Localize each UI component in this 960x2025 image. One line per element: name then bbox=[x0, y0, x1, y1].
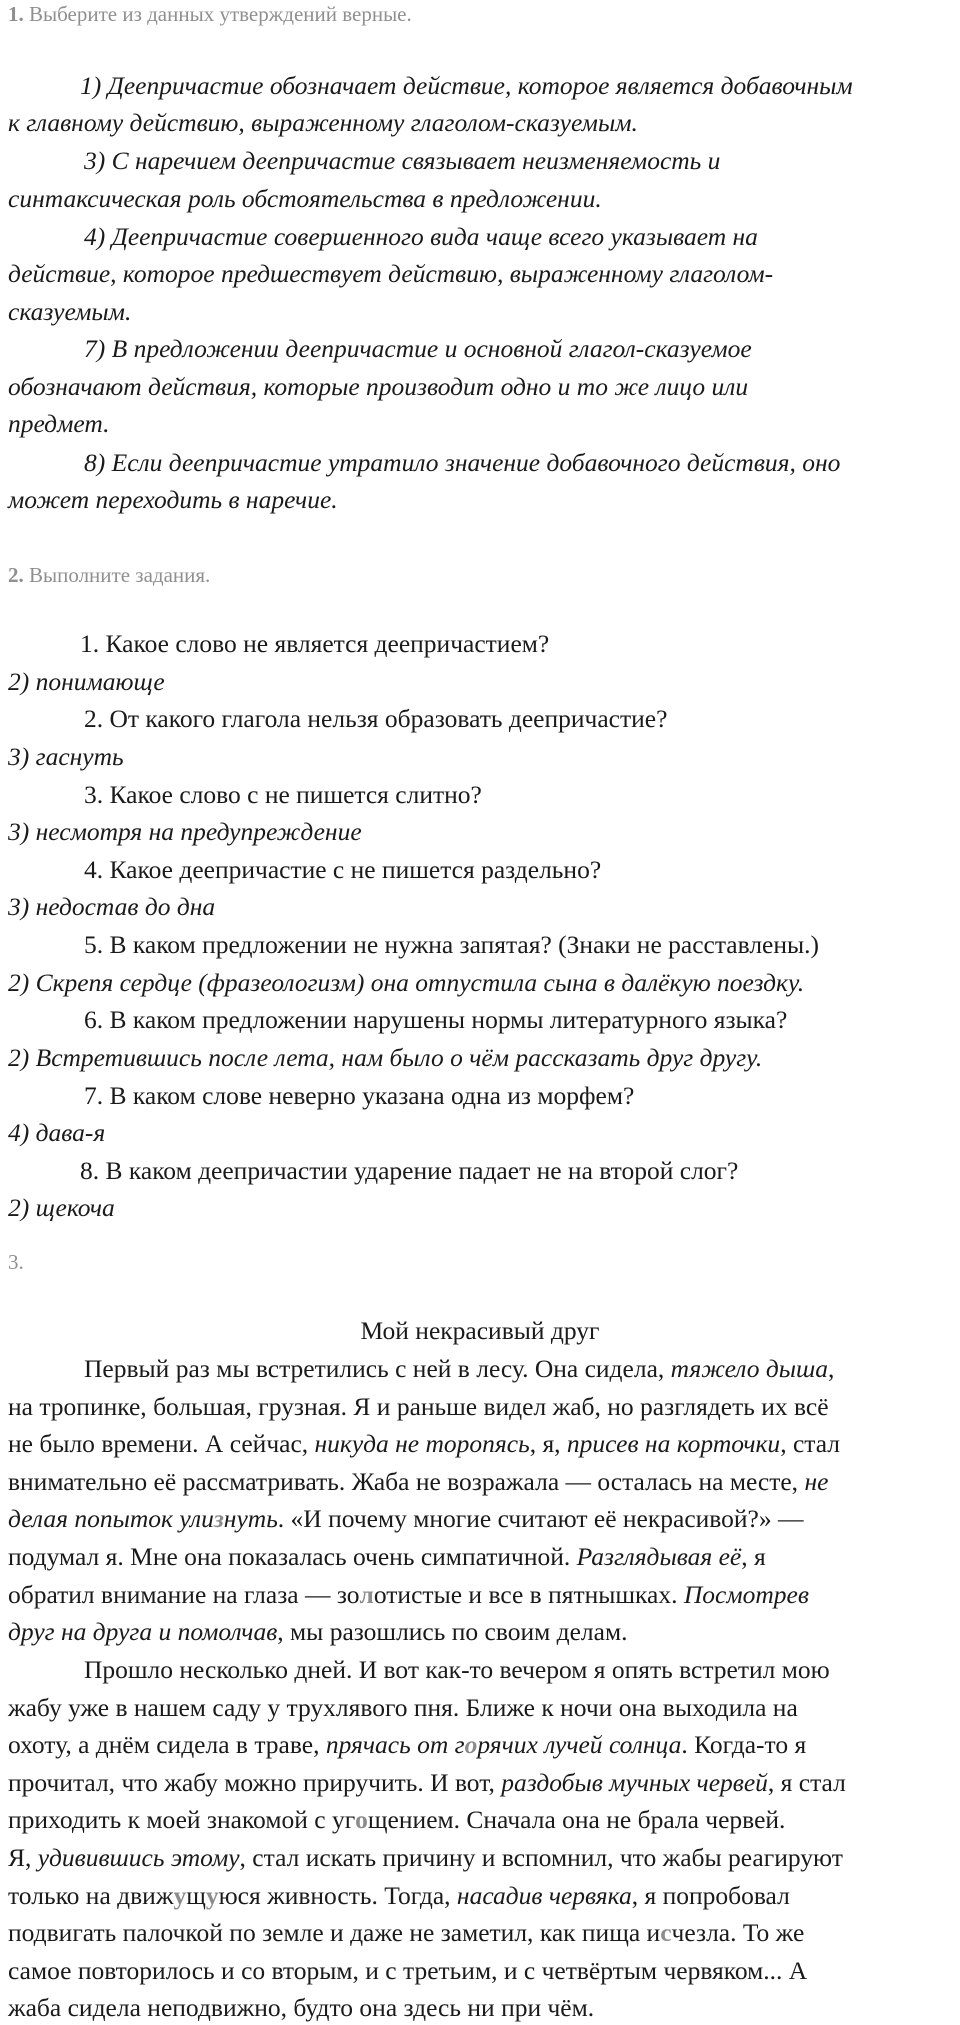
answer: 2) понимающе bbox=[8, 667, 165, 696]
story-title: Мой некрасивый друг bbox=[360, 1316, 600, 1345]
story-line: не было времени. А сейчас, никуда не торопясь, я, присев на корточки, стал bbox=[8, 1429, 840, 1459]
answer: 3) недостав до дна bbox=[8, 892, 216, 921]
task-number: 1. bbox=[8, 2, 24, 26]
statement-line: 4) Деепричастие совершенного вида чаще всего указывает на bbox=[84, 222, 758, 251]
statement-line: к главному действию, выраженному глаголом-сказуемым. bbox=[8, 108, 638, 137]
task-3-heading bbox=[8, 1250, 24, 1274]
question: 3. Какое слово с не пишется слитно? bbox=[84, 780, 482, 809]
question: 4. Какое деепричастие с не пишется раздельно? bbox=[84, 855, 602, 884]
story-line: Первый раз мы встретились с ней в лесу. Она сидела, тяжело дыша, bbox=[84, 1354, 835, 1383]
task-number: 2. bbox=[8, 563, 24, 587]
statement-line: 7) В предложении деепричастие и основной глагол-сказуемое bbox=[84, 334, 752, 363]
statement-line: 8) Если деепричастие утратило значение добавочного действия, оно bbox=[84, 448, 841, 477]
task-2-heading bbox=[8, 563, 210, 587]
statement-line: 1) Деепричастие обозначает действие, которое является добавочным bbox=[80, 71, 853, 100]
statement-line: может переходить в наречие. bbox=[8, 485, 338, 514]
statement-line: действие, которое предшествует действию, выраженному глаголом- bbox=[8, 259, 774, 288]
task-instruction: Выполните задания. bbox=[29, 563, 211, 587]
question: 2. От какого глагола нельзя образовать деепричастие? bbox=[84, 704, 668, 733]
story-line: прочитал, что жабу можно приручить. И вот, раздобыв мучных червей, я стал bbox=[8, 1767, 846, 1797]
story-line: делая попыток улизнуть. «И почему многие считают её некрасивой?» — bbox=[8, 1504, 804, 1534]
question: 8. В каком деепричастии ударение падает не на второй слог? bbox=[80, 1156, 739, 1185]
answer: 3) несмотря на предупреждение bbox=[8, 817, 362, 846]
answer: 4) дава-я bbox=[8, 1118, 106, 1147]
story-line: самое повторилось и со вторым, и с третьим, и с четвёртым червяком... А bbox=[8, 1955, 808, 1985]
story-line: только на движущуюся живность. Тогда, насадив червяка, я попробовал bbox=[8, 1880, 790, 1910]
statement-line: обозначают действия, которые производит одно и то же лицо или bbox=[8, 372, 749, 401]
answer: 2) Скрепя сердце (фразеологизм) она отпустила сына в далёкую поездку. bbox=[8, 968, 805, 997]
story-line: Прошло несколько дней. И вот как-то вечером я опять встретил мою bbox=[84, 1655, 830, 1684]
story-line: жаба сидела неподвижно, будто она здесь ни при чём. bbox=[8, 1993, 595, 2023]
story-line: подумал я. Мне она показалась очень симпатичной. Разглядывая её, я bbox=[8, 1542, 766, 1571]
task-1-heading bbox=[8, 2, 412, 26]
story-line: подвигать палочкой по земле и даже не заметил, как пища исчезла. То же bbox=[8, 1918, 805, 1948]
story-line: друг на друга и помолчав, мы разошлись по своим делам. bbox=[8, 1617, 628, 1647]
story-line: обратил внимание на глаза — золотистые и все в пятнышках. Посмотрев bbox=[8, 1579, 809, 1609]
story-line: охоту, а днём сидела в траве, прячась от горячих лучей солнца. Когда-то я bbox=[8, 1730, 807, 1760]
statement-line: 3) С наречием деепричастие связывает неизменяемость и bbox=[84, 146, 721, 175]
answer: 3) гаснуть bbox=[8, 742, 124, 771]
statement-line: синтаксическая роль обстоятельства в предложении. bbox=[8, 184, 602, 213]
question: 7. В каком слове неверно указана одна из морфем? bbox=[84, 1081, 635, 1110]
story-line: жабу уже в нашем саду у трухлявого пня. Ближе к ночи она выходила на bbox=[8, 1692, 798, 1722]
story-line: на тропинке, большая, грузная. Я и раньше видел жаб, но разглядеть их всё bbox=[8, 1391, 829, 1421]
task-instruction: Выберите из данных утверждений верные. bbox=[29, 2, 412, 26]
statement-line: предмет. bbox=[8, 409, 110, 438]
story-line: внимательно её рассматривать. Жаба не возражала — осталась на месте, не bbox=[8, 1466, 829, 1496]
statement-line: сказуемым. bbox=[8, 297, 132, 326]
answer: 2) Встретившись после лета, нам было о чём рассказать друг другу. bbox=[8, 1043, 763, 1072]
task-number: 3. bbox=[8, 1250, 24, 1274]
question: 1. Какое слово не является деепричастием? bbox=[80, 629, 550, 658]
story-line: приходить к моей знакомой с угощением. Сначала она не брала червей. bbox=[8, 1805, 786, 1835]
answer: 2) щекоча bbox=[8, 1193, 115, 1222]
story-line: Я, удивившись этому, стал искать причину и вспомнил, что жабы реагируют bbox=[8, 1843, 843, 1872]
question: 6. В каком предложении нарушены нормы литературного языка? bbox=[84, 1005, 788, 1034]
question: 5. В каком предложении не нужна запятая? (Знаки не расставлены.) bbox=[84, 930, 820, 959]
